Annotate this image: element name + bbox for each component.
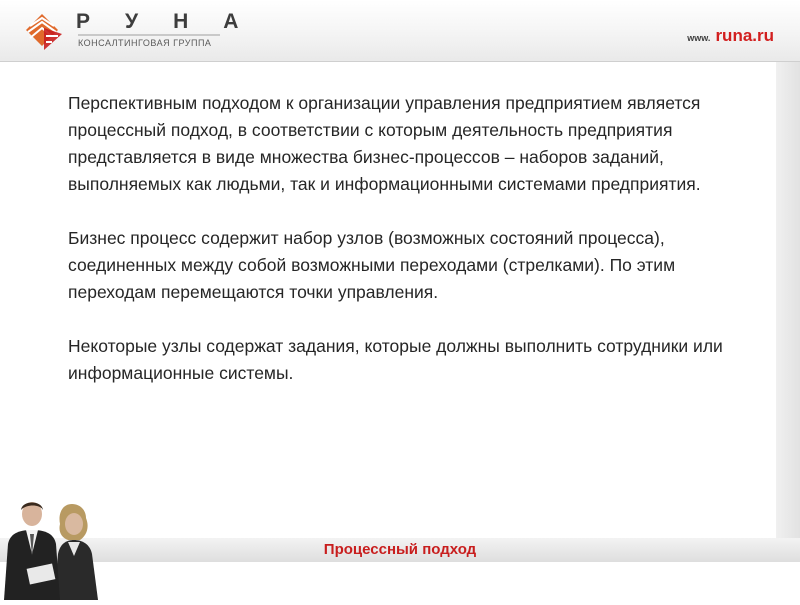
logo-letter: Р <box>76 10 92 33</box>
site-link[interactable] <box>687 26 774 46</box>
site-prefix: www. <box>687 33 711 43</box>
logo-letter: Н <box>173 10 190 33</box>
paragraph: Бизнес процесс содержит набор узлов (возможных состояний процесса), соединенных между собой возможными переходами (стрелками). По этим переходам перемещаются точки управления. <box>68 228 676 302</box>
header-divider <box>0 61 800 62</box>
logo-wordmark <box>76 10 239 34</box>
logo-rule <box>78 34 220 36</box>
slide-title: Процессный подход <box>323 541 477 558</box>
business-people-icon <box>2 498 114 605</box>
site-domain: runa.ru <box>715 26 774 45</box>
logo-letter: А <box>223 10 240 33</box>
paragraph: Перспективным подходом к организации управления предприятием является процессный подход, в соответствии с которым деятельность предприятия представляется в виде множества бизнес-процессов – наборов заданий, выполняемых как людьми, так и информационными системами предприятия. <box>68 93 701 194</box>
paragraph: Некоторые узлы содержат задания, которые должны выполнить сотрудники или информационные системы. <box>68 336 723 383</box>
runa-logo-icon <box>24 12 68 57</box>
right-side-strip <box>776 62 800 538</box>
logo-subtitle: КОНСАЛТИНГОВАЯ ГРУППА <box>78 38 212 48</box>
logo-letter: У <box>125 10 140 33</box>
slide-content <box>68 90 768 414</box>
